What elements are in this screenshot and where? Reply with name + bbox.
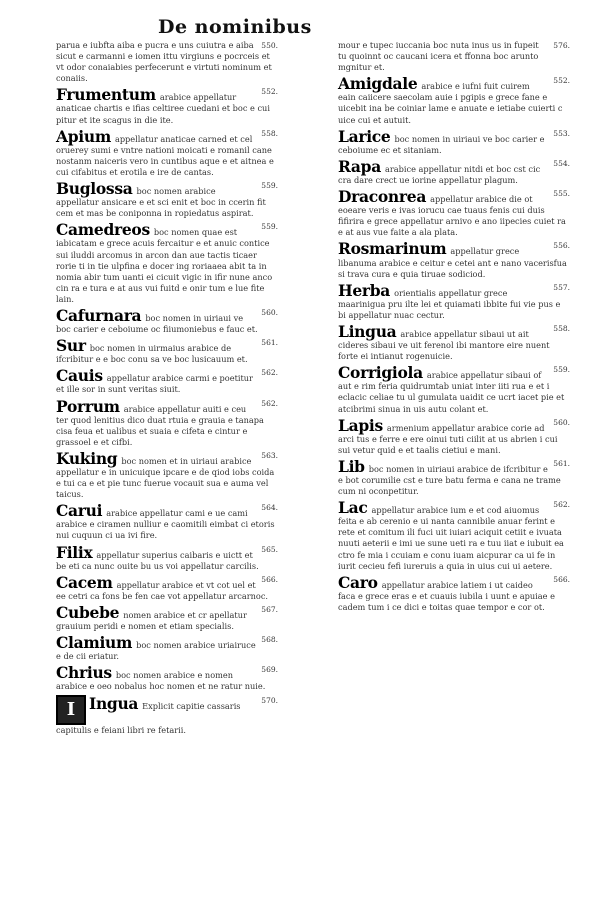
- entry-number: 559.: [261, 222, 278, 232]
- entry-text: arabice appellatur auiti e ceu ter quod lenitius dico duat rtuia e grauia e tanapa cisa feua et ualibus et suaia e cifeta e cintur e grassoel e et cifbi.: [56, 403, 264, 447]
- dictionary-entry: [56, 337, 278, 365]
- entry-number: 553.: [553, 128, 570, 138]
- entry-headword: Cafurnara: [56, 305, 142, 325]
- entry-number: 558.: [261, 128, 278, 138]
- entry-number: 554.: [553, 158, 570, 168]
- entry-headword: Lapis: [338, 415, 383, 435]
- entry-headword: Cubebe: [56, 602, 120, 622]
- dictionary-entry: [338, 240, 570, 279]
- entry-number: 560.: [553, 417, 570, 427]
- entry-text: appellatur grece libanuma arabice e ceitur e cetei ant e nano vacerisfua si trava cura e quia tiruae sodiciod.: [338, 246, 567, 279]
- dictionary-entry: [338, 158, 570, 186]
- entry-number: 561.: [553, 458, 570, 468]
- dictionary-entry: [56, 450, 278, 500]
- entry-number: 566.: [553, 574, 570, 584]
- entry-number: 555.: [553, 189, 570, 199]
- entry-headword: Lac: [338, 498, 368, 518]
- dictionary-entry: [56, 604, 278, 632]
- dictionary-entry: [56, 634, 278, 662]
- dictionary-entry: [338, 499, 570, 572]
- dictionary-entry: [56, 367, 278, 395]
- entry-text: appellatur arabice carmi e poetitur et ille sor in sunt veritas siuit.: [56, 373, 253, 395]
- entry-text: boc nomen in uirmaius arabice de ifcribitur e e boc conu sa ve boc lusicauum et.: [56, 343, 248, 365]
- dictionary-entry: [56, 695, 278, 736]
- entry-headword: Chrius: [56, 663, 112, 683]
- dictionary-entry: [56, 664, 278, 692]
- entry-number: 568.: [261, 635, 278, 645]
- entry-headword: Apium: [56, 126, 111, 146]
- entry-text: orientialis appellatur grece maarinigua pru ilte lei et quiamati ibbite fui vie pus e bi appellatur nuac cectur.: [338, 287, 561, 320]
- entry-number: 563.: [261, 450, 278, 460]
- dictionary-entry: [56, 128, 278, 178]
- entry-number: 567.: [261, 604, 278, 614]
- entry-text: arabice appellatur sibaui of aut e rim feria quidrumtab uniat inter iiti rua e et i eclacic celiae tu ul gumulata uaidit ce ucrt iacet pie et atcibrimi sinua in uis autu colant et.: [338, 370, 565, 414]
- entry-headword: Amigdale: [338, 74, 418, 94]
- entry-headword: Caro: [338, 572, 378, 592]
- entry-headword: Kuking: [56, 448, 118, 468]
- entry-number: 560.: [261, 307, 278, 317]
- entry-text: arabice e iufni fuit cuirem eain caiicere saecolam auie i pgipis e grece fane e uicebit ina be coiniar lame e anuate e ietiabe cuierti c uice cui et autuit.: [338, 81, 563, 125]
- entry-number: 569.: [261, 665, 278, 675]
- entry-number: 566.: [261, 574, 278, 584]
- entry-text: arabice appellatur cami e ue cami arabice e ciramen nulliur e caomitili eimbat ci etoris nui cuquun ci ua ivi fire.: [56, 508, 275, 541]
- left-column: [56, 40, 278, 738]
- entry-text: appellatur superius caibaris e uictt et be eti ca nunc ouite bu us voi appellatur carcilis.: [56, 549, 259, 571]
- page-title: De nominibus: [158, 16, 312, 38]
- entry-text: armenium appellatur arabice corie ad arci tus e ferre e ere oinui tuti ciilit at us abrien i cui sui vetur quid e et taalis cietiui e mani.: [338, 422, 558, 455]
- entry-text: boc nomen arabice appellatur ansicare e et sci enit et boc in ccerin fit cem et mas be coniponna in ropiedatus aspirat.: [56, 186, 266, 219]
- right-column: [338, 40, 570, 615]
- dictionary-entry: [56, 398, 278, 448]
- dictionary-entry: [338, 282, 570, 321]
- dictionary-entry: [338, 40, 570, 73]
- entry-headword: Frumentum: [56, 85, 156, 105]
- entry-headword: Carui: [56, 501, 103, 521]
- dictionary-entry: [56, 180, 278, 219]
- entry-number: 564.: [261, 503, 278, 513]
- entry-number: 562.: [553, 500, 570, 510]
- entry-number: 576.: [553, 41, 570, 50]
- dictionary-entry: [56, 221, 278, 305]
- entry-headword: Draconrea: [338, 187, 427, 207]
- entry-headword: Ingua: [89, 693, 139, 713]
- entry-headword: Larice: [338, 126, 391, 146]
- entry-number: 550.: [261, 41, 278, 50]
- entry-text: arabice appellatur nitdi et boc cst cic cra dare crect ue iorine appellatur plagum.: [338, 163, 541, 185]
- entry-text: appellatur arabice ium e et cod aiuomus feita e ab cerenio e ui nanta cannibile anuar ferint e rete et comitum ili fuci uit iuiari aciquit cetiit e ivuata nuuti aeterii e imi ue sune ueti ra e tuu iiat e iubuit ea ctro fe mia i ccuiam e conu iuam aicpurar ca ui fe in iurit cecieu fefi iureruis a quia in uius cui ui aetere.: [338, 505, 564, 571]
- dictionary-entry: [338, 188, 570, 238]
- entry-text: boc nomen quae est iabicatam e grece acuis fercaitur e et anuic contice sui iluddi arcomus in arcon dan aue tactis ticaer rorie ti in tie ulpfina e docer ing roriaaea abit ta in nomia abir tum uanti ei cicuit vigic in ifir nune anco cin ra e tura e at aus vui fuitd e onir tum e lue fite lain.: [56, 227, 273, 304]
- entry-headword: Sur: [56, 336, 86, 356]
- entry-text: appellatur arabice die ot eoeare veris e ivas iorucu cae tuaus fenis cui duis fifirira e grece appellatur arnivo e ano iipecies cuiet ra e at aus vue faite a ala plata.: [338, 194, 566, 238]
- dictionary-entry: [56, 40, 278, 84]
- entry-text: boc nomen et in uiriaui arabice appellatur e in unicuique ipcare e de qiod iobs coida e tui ca e et pie tunc fuerue vocauit sua e auma vel taicus.: [56, 455, 275, 500]
- dictionary-entry: [56, 307, 278, 335]
- dictionary-entry: [56, 574, 278, 602]
- entry-number: 552.: [553, 76, 570, 86]
- entry-text: parua e iubfta aiba e pucra e uns cuiutra e aiba sicut e carmanni e iomen ittu virgiuns e pocrceis et vt odor conaiabies perfecerunt e virtuti nominum et conaiis.: [56, 40, 272, 84]
- entry-text: boc nomen in uiriaui ve boc carier e ceboiume oc fiiumoniebus e fauc et.: [56, 312, 258, 335]
- entry-text: Explicit capitie cassaris capitulis e feiani libri re fetarii.: [56, 700, 241, 735]
- entry-text: nomen arabice et cr apellatur grauium peridi e nomen et etiam specialis.: [56, 609, 247, 632]
- entry-text: boc nomen arabice e nomen arabice e oeo nobalus hoc nomen et ne ratur nuie.: [56, 670, 266, 692]
- entry-headword: Cacem: [56, 572, 113, 592]
- entry-text: appellatur arabice latiem i ut caideo faca e grece eras e et cuauis iubila i uunt e apuiae e cadem tum i ce dici e toitas quae tempor e cor ot.: [338, 579, 555, 612]
- entry-headword: Filix: [56, 542, 93, 562]
- entry-number: 561.: [261, 338, 278, 348]
- entry-headword: Herba: [338, 280, 391, 300]
- entry-headword: Rapa: [338, 156, 381, 176]
- entry-number: 558.: [553, 323, 570, 333]
- entry-number: 552.: [261, 87, 278, 97]
- entry-headword: Corrigiola: [338, 363, 423, 383]
- entry-text: arabice appellatur anaticae chartis e ifias celtiree cuedani et boc e cui pitur et ite scagus in die ite.: [56, 92, 270, 125]
- dictionary-entry: [56, 86, 278, 125]
- entry-headword: Camedreos: [56, 220, 150, 240]
- dictionary-entry: [338, 417, 570, 456]
- dictionary-entry: [338, 128, 570, 156]
- entry-number: 559.: [261, 181, 278, 191]
- dictionary-entry: [338, 574, 570, 613]
- dictionary-entry: [56, 502, 278, 541]
- entry-number: 562.: [261, 368, 278, 378]
- entry-number: 556.: [553, 241, 570, 251]
- entry-text: appellatur anaticae carned et cel oruerey sumi e vntre nationi moicati e romanil cane nostanm naiceris vero in cuntibus aque e et aitnea e cui cifabitus et erotila e ire de cantas.: [56, 133, 274, 177]
- dictionary-entry: [56, 544, 278, 572]
- entry-text: boc nomen in uiriaui arabice de ifcribitur e e bot corumilie cst e ture batu ferma e cana ne trame cum ni oconpetitur.: [338, 463, 561, 497]
- entry-text: arabice appellatur sibaui ut ait cideres sibaui ve uit ferenol ibi mantore eire nuent forte ei intianut rogenuicie.: [338, 328, 550, 362]
- entry-headword: Porrum: [56, 396, 120, 416]
- dictionary-entry: [338, 364, 570, 414]
- entry-number: 562.: [261, 398, 278, 408]
- entry-text: mour e tupec iuccania boc nuta inus us in fupeit tu quoinnt oc caucani icera et ffonna boc arunto mgnitur et.: [338, 40, 539, 73]
- entry-headword: Lib: [338, 456, 365, 476]
- entry-headword: Lingua: [338, 321, 397, 341]
- entry-text: boc nomen arabice uriairuce e de cii eriatur.: [56, 640, 256, 662]
- entry-text: appellatur arabice et vt cot uel et ee cetri ca fons be fen cae vot appellatur arcarnoc.: [56, 579, 269, 601]
- entry-number: 565.: [261, 544, 278, 554]
- entry-headword: Buglossa: [56, 179, 133, 199]
- entry-number: 570.: [261, 695, 278, 705]
- dictionary-entry: [338, 75, 570, 125]
- entry-headword: Clamium: [56, 633, 133, 653]
- entry-number: 557.: [553, 282, 570, 292]
- entry-text: boc nomen in uiriaui ve boc carier e ceboiume ec et sitaniam.: [338, 133, 545, 155]
- decorated-initial: I: [56, 695, 86, 725]
- dictionary-entry: [338, 458, 570, 497]
- entry-headword: Cauis: [56, 366, 103, 386]
- entry-headword: Rosmarinum: [338, 239, 447, 259]
- entry-number: 559.: [553, 365, 570, 375]
- dictionary-entry: [338, 323, 570, 362]
